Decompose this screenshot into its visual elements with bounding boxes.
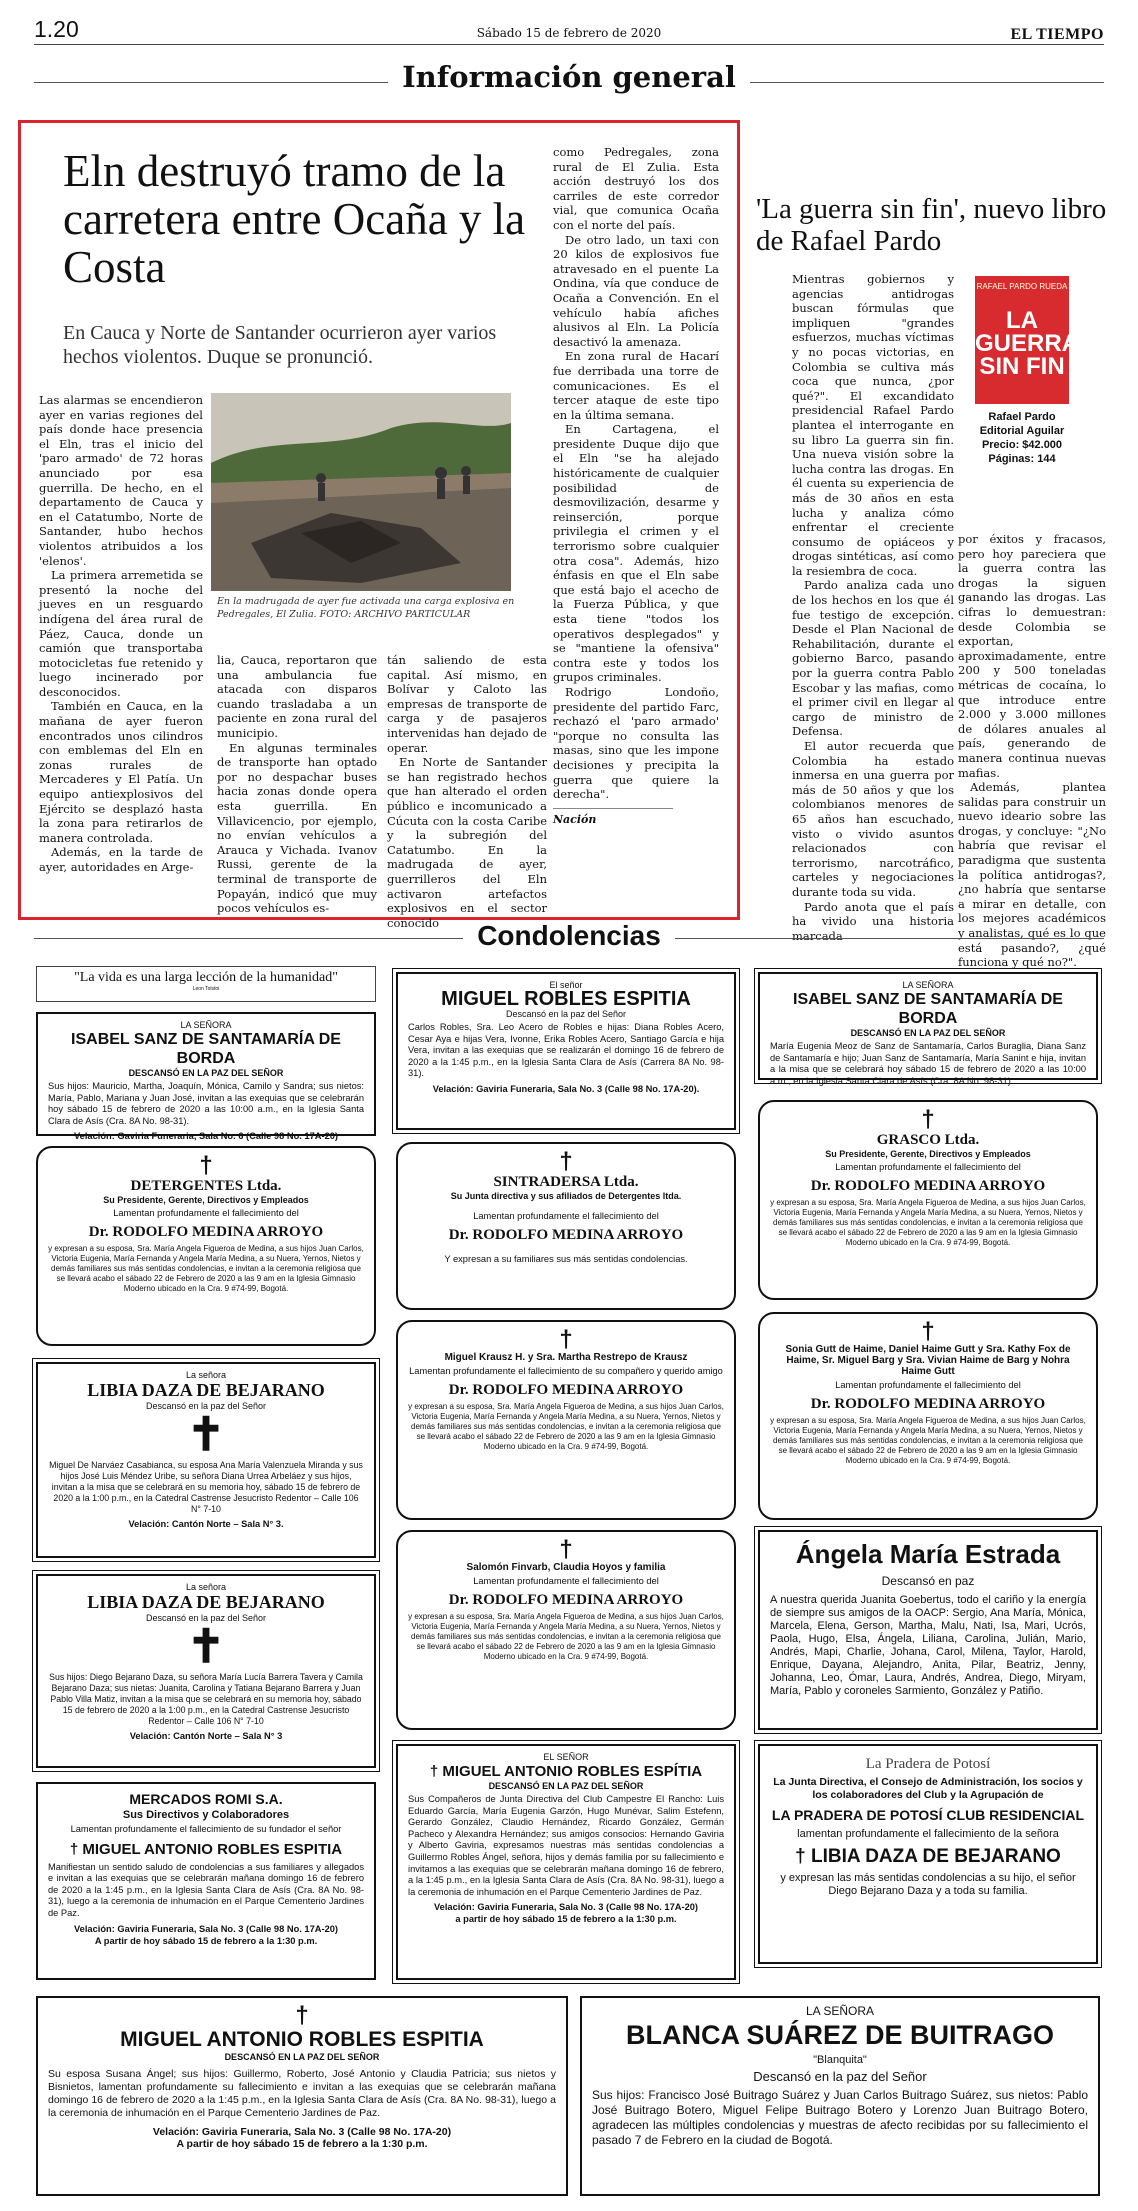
obituary-miguel-robles-1: El señor MIGUEL ROBLES ESPITIA Descansó en la paz del Señor Carlos Robles, Sra. Leo Acero de Robles e hijas: Diana Robles Acero, Cesar Aya e hijas Vera, Ivonne, Erika Robles Acero, Santiago García e hija Vera, invitan a las exequias que se realizarán el domingo 16 de febrero de 2020 a la 1:45 p.m., en la Iglesia Santa Clara de Asís (Carrera 8A No. 98-31). Velación: Gaviria Funeraria, Sala No. 3 (Calle 98 No. 17A-20). — [396, 972, 736, 1130]
obituary-haime: † Sonia Gutt de Haime, Daniel Haime Gutt y Sra. Kathy Fox de Haime, Sr. Miguel Barg y Sra. Vivian Haime de Barg y Nohra Haime Gutt Lamentan profundamente el fallecimiento del Dr. RODOLFO MEDINA ARROYO y expresan a su esposa, Sra. María Angela Figueroa de Medina, a sus hijos Juan Carlos, Victoria Eugenia, María Fernanda y Angela María Medina, a su Nuera, Yernos, Nietos y demás familiares sus más sentidas condolencias, e invitan a la ceremonia religiosa que se llevará acabo el sábado 22 de Febrero de 2020 a las 9 am en la Iglesia Gimnasio Moderno ubicado en la Cra. 9 #74-99, Bogotá. — [758, 1312, 1098, 1520]
cross-icon: † — [559, 1326, 573, 1353]
article-column-3: tán saliendo de esta capital. Así mismo, en Bolívar y Caloto las empresas de transporte de carga y de pasajeros intervenidas han dejado de operar. En Norte de Santander se han registrado hechos que han alterado el orden público e incomunicado a Cúcuta con la costa Caribe y la subregión del Catatumbo. En la madrugada de ayer, guerrilleros del Eln activaron artefactos explosivos en el sector conocido — [387, 653, 547, 930]
obituary-miguel-robles-family: † MIGUEL ANTONIO ROBLES ESPITIA DESCANSÓ EN LA PAZ DEL SEÑOR Su esposa Susana Ángel; sus hijos: Guillermo, Roberto, José Antonio y Claudia Patricia; sus nietos y Bisnietos, lamentan profundamente su fallecimiento e invitan a las exequias que se celebrarán mañana domingo 16 de febrero de 2020 a la 1:45 p.m., en la Iglesia Santa Clara de Asís (Cra. 8A No. 98-31), luego a la ceremonia de inhumación en el Parque Cementerio Jardines de Paz. Velación: Gaviria Funeraria, Sala No. 3 (Calle 98 No. 17A-20) A partir de hoy sábado 15 de febrero a la 1:30 p.m. — [36, 1996, 568, 2196]
cross-icon: † — [295, 2002, 309, 2029]
obituary-libia-daza-1: La señora LIBIA DAZA DE BEJARANO Descansó en la paz del Señor ✝ Miguel De Narváez Casabianca, su esposa Ana María Valenzuela Miranda y sus hijos José Luis Méndez Uribe, su señora Diana Urrea Arbeláez y sus hijos, invitan a la misa que se celebrará en su memoria hoy, sábado 15 de febrero de 2020 a la 1:00 p.m., en la Catedral Castrense Jesucristo Redentor – Calle 106 N° 7-10 Velación: Cantón Norte – Sala N° 3. — [36, 1362, 376, 1558]
highlighted-article — [18, 120, 740, 930]
obituary-angela-estrada: Ángela María Estrada Descansó en paz A nuestra querida Juanita Goebertus, todo el cariño y la energía de siempre sus amigos de la OACP: Sergio, Ana María, Mónica, Marcela, Elena, Gerson, Martha, Malu, Nati, Isa, Mari, Ucrós, Paola, Hugo, Elsa, Ángela, Liliana, Carolina, Julián, Mario, Andrés, Mapi, Charlie, Johana, Carol, Milena, Taylor, Harold, Enrique, Dayana, Alejandro, Anita, Pilar, Beatriz, Jenny, Johanna, Leo, Ómar, Laura, Andrés, Andrea, Diego, Miryam, María, Pablo y coroneles Sarmiento, González y Patiño. — [758, 1530, 1098, 1730]
obituary-blanca-suarez: LA SEÑORA BLANCA SUÁREZ DE BUITRAGO "Blanquita" Descansó en la paz del Señor Sus hijos: Francisco José Buitrago Suárez y Juan Carlos Buitrago Suárez, sus nietos: Pablo José Buitrago Botero, Miguel Felipe Buitrago Botero y Lorenzo Juan Buitrago Botero, agradecen las múltiples condolencias y muestras de afecto recibidas por su fallecimiento el pasado 7 de Febrero en la ciudad de Bogotá. — [580, 1996, 1100, 2196]
page-number: 1.20 — [34, 16, 79, 42]
cross-icon: ✝ — [186, 1408, 226, 1460]
cross-icon: † — [795, 1846, 806, 1867]
cross-icon: † — [559, 1148, 573, 1175]
obituary-sintradersa: † SINTRADERSA Ltda. Su Junta directiva y sus afiliados de Detergentes ltda. Lamentan profundamente el fallecimiento del Dr. RODOLFO MEDINA ARROYO Y expresan a su familiares sus más sentidas condolencias. — [396, 1142, 736, 1310]
cross-icon: † — [69, 1840, 79, 1858]
cross-icon: † — [199, 1152, 213, 1179]
side-headline: 'La guerra sin fin', nuevo libro de Rafael Pardo — [756, 193, 1107, 257]
condolencias-title: Condolencias — [0, 920, 1138, 952]
article-column-4: como Pedregales, zona rural de El Zulia. Esta acción destruyó los dos carriles de este corredor vial, que comunica Ocaña con el norte del país. De otro lado, un taxi con 20 kilos de explosivos fue atravesado en el puente La Ondina, vía que conduce de Ocaña a Convención. En el vehículo había afiches alusivos al Eln. La Policía desactivó la amenaza. En zona rural de Hacarí fue derribada una torre de comunicaciones. Es el tercer ataque de este tipo en la última semana. En Cartagena, el presidente Duque dijo que el Eln "se ha alejado históricamente de cualquier posibilidad de desmovilización, desarme y reinserción, porque privilegia el crimen y el terrorismo sobre cualquier otra cosa". Además, hizo énfasis en que el Eln sabe que está bajo el acecho de la Fuerza Pública, y que esta tiene "todos los operativos desplegados" y se "mantiene la ofensiva" contra este y todos los grupos criminales. Rodrigo Londoño, presidente del partido Farc, rechazó el 'paro armado' "porque no consulta las masas, sino que les impone decisiones y precipita la guerra que quiere la derecha". Nación — [553, 145, 719, 826]
article-signature: Nación — [553, 808, 673, 828]
article-headline: Eln destruyó tramo de la carretera entre Ocaña y la Costa — [63, 146, 526, 292]
obituary-mercados-romi: MERCADOS ROMI S.A. Sus Directivos y Colaboradores Lamentan profundamente el fallecimiento de su fundador el señor † MIGUEL ANTONIO ROBLES ESPITIA Manifiestan un sentido saludo de condolencias a sus familiares y allegados e invitan a las exequias que se celebrarán mañana domingo 16 de febrero de 2020 a la 1:45 p.m., en la Iglesia Santa Clara de Asís (Cra. 8A No. 98-31), luego a la ceremonia de inhumación en el Parque Cementerio Jardines de Paz. Velación: Gaviria Funeraria, Sala No. 3 (Calle 98 No. 17A-20) A partir de hoy sábado 15 de febrero a la 1:30 p.m. — [36, 1782, 376, 1980]
obituary-krausz: † Miguel Krausz H. y Sra. Martha Restrepo de Krausz Lamentan profundamente el fallecimiento de su compañero y querido amigo Dr. RODOLFO MEDINA ARROYO y expresan a su esposa, Sra. María Angela Figueroa de Medina, a sus hijos Juan Carlos, Victoria Eugenia, María Fernanda y Angela María Medina, a su Nuera, Yernos, Nietos y demás familiares sus más sentidas condolencias, e invitan a la ceremonia religiosa que se llevará acabo el sábado 22 de Febrero de 2020 a las 9 am en la Iglesia Gimnasio Moderno ubicado en la Cra. 9 #74-99, Bogotá. — [396, 1320, 736, 1520]
section-title: Información general — [0, 60, 1138, 94]
page-header — [34, 12, 1104, 45]
article-deck: En Cauca y Norte de Santander ocurrieron ayer varios hechos violentos. Duque se pronunció. — [63, 322, 497, 368]
issue-date: Sábado 15 de febrero de 2020 — [476, 26, 662, 40]
side-column-2: por éxitos y fracasos, pero hoy pareciera que la guerra contra las drogas la siguen ganando las drogas. Las cifras lo demuestran: desde Colombia se exportan, aproximadamente, entre 200 y 500 toneladas métricas de cocaína, lo que introduce entre 2.000 y 3.000 millones de dólares anuales al país, generando de manera continua nuevas mafias. Además, plantea salidas para construir un nuevo ideario sobre las drogas, y concluye: "¿No habría que revisar el paradigma que sustenta la política antidrogas?, ¿no habría que sentarse a mirar en detalle, con los mejores académicos y analistas, qué es lo que está pasando?, ¿qué funciona y qué no?". — [958, 532, 1106, 970]
photo-caption: En la madrugada de ayer fue activada una carga explosiva en Pedregales, El Zulia. FOTO: ARCHIVO PARTICULAR — [217, 596, 515, 620]
obituary-finvarb: † Salomón Finvarb, Claudia Hoyos y familia Lamentan profundamente el fallecimiento del Dr. RODOLFO MEDINA ARROYO y expresan a su esposa, Sra. María Angela Figueroa de Medina, a sus hijos Juan Carlos, Victoria Eugenia, María Fernanda y Angela María Medina, a su Nuera, Yernos, Nietos y demás familiares sus más sentidas condolencias, e invitan a la ceremonia religiosa que se llevará acabo el sábado 22 de Febrero de 2020 a las 9 am en la Iglesia Gimnasio Moderno ubicado en la Cra. 9 #74-99, Bogotá. — [396, 1530, 736, 1730]
cross-icon: † — [559, 1536, 573, 1563]
cross-icon: † — [429, 1763, 439, 1780]
obituary-grasco: † GRASCO Ltda. Su Presidente, Gerente, Directivos y Empleados Lamentan profundamente el fallecimiento del Dr. RODOLFO MEDINA ARROYO y expresan a su esposa, Sra. María Angela Figueroa de Medina, a sus hijos Juan Carlos, Victoria Eugenia, María Fernanda y Angela María Medina, a su Nuera, Yernos, Nietos y demás familiares sus más sentidas condolencias, e invitan a la ceremonia religiosa que se llevará acabo el sábado 22 de Febrero de 2020 a las 9 am en la Iglesia Gimnasio Moderno ubicado en la Cra. 9 #74-99, Bogotá. — [758, 1100, 1098, 1300]
club-logo: La Pradera de Potosí — [865, 1756, 991, 1772]
book-info: Rafael Pardo Editorial Aguilar Precio: $42.000 Páginas: 144 — [979, 411, 1065, 465]
obituary-miguel-robles-club: EL SEÑOR † MIGUEL ANTONIO ROBLES ESPÍTIA DESCANSÓ EN LA PAZ DEL SEÑOR Sus Compañeros de Junta Directiva del Club Campestre El Rancho: Luis Eduardo García, María Eugenia Garzón, Hugo Munévar, Salim Estefenn, Gerardo González, Claudio Hernández, Ricardo González, Germán Pacheco y Alexandra Hernández; sus amigos consocios: Hernando Gaviria y Alberto Gaviria, expresamos nuestras más sentidas condolencias a Guillermo Robles Ángel, señora, hijos y demás familia por su fallecimiento e invitamos a las exequias que se celebrarán mañana domingo 16 de febrero, a la 1:45 p.m., en la Iglesia Santa Clara de Asís (Cra. 8A No. 98-31), luego a la ceremonia de inhumación en el Parque Cementerio Jardines de Paz. Velación: Gaviria Funeraria, Sala No. 3 (Calle 98 No. 17A-20) a partir de hoy sábado 15 de febrero a la 1:30 p.m. — [396, 1744, 736, 1980]
article-column-2: lia, Cauca, reportaron que una ambulancia fue atacada con disparos cuando trasladaba a un paciente en zona rural del municipio. En algunas terminales de transporte han optado por no despachar buses hacia zonas donde opera esta guerrilla. En Villavicencio, por ejemplo, no envían vehículos a Arauca y Vichada. Ivanov Russi, gerente de la terminal de transporte de Popayán, indicó que muy pocos vehículos es- — [217, 653, 377, 916]
side-column-1: Mientras gobiernos y agencias antidrogas buscan fórmulas que impliquen "grandes esfuerzos, muchas víctimas y no pocas victorias, en Colombia se cultiva más coca que nunca, ¿por qué?". El excandidato presidencial Rafael Pardo plantea el interrogante en su libro La guerra sin fin. Una nueva visión sobre la lucha contra las drogas. En él cuenta su experiencia de más de 30 años en esta lucha y analiza cómo enfrentar el creciente consumo de opiáceos y drogas sintéticas, así como la resiembra de coca. Pardo analiza cada uno de los hechos en los que él fue testigo de excepción. Desde el Plan Nacional de Rehabilitación, durante el gobierno Barco, pasando por la guerra contra Pablo Escobar y las mafias, como el primer civil en llegar al cargo de ministro de Defensa. El autor recuerda que Colombia ha estado inmersa en una guerra por más de 50 años y que los colombianos menores de 65 años han escuchado, visto o vivido asuntos relacionados con terrorismo, narcotráfico, carteles y negociaciones durante toda su vida. Pardo anota que el país ha vivido una historia marcada — [792, 272, 954, 943]
cross-icon: † — [921, 1318, 935, 1345]
obituary-detergentes: † DETERGENTES Ltda. Su Presidente, Gerente, Directivos y Empleados Lamentan profundamente el fallecimiento del Dr. RODOLFO MEDINA ARROYO y expresan a su esposa, Sra. María Angela Figueroa de Medina, a sus hijos Juan Carlos, Victoria Eugenia, María Fernanda y Angela María Medina, a su Nuera, Yernos, Nietos y demás familiares sus más sentidas condolencias, e invitan a la ceremonia religiosa que se llevará acabo el sábado 22 de Febrero de 2020 a las 9 am en la Iglesia Gimnasio Moderno ubicado en la Cra. 9 #74-99, Bogotá. — [36, 1146, 376, 1346]
cross-icon: ✝ — [186, 1620, 226, 1672]
newspaper-logo: EL TIEMPO — [1010, 26, 1104, 43]
obituary-isabel-sanz-2: LA SEÑORA ISABEL SANZ DE SANTAMARÍA DE BORDA DESCANSÓ EN LA PAZ DEL SEÑOR María Eugenia Meoz de Sanz de Santamaría, Carlos Buraglia, Diana Sanz de Santamaría e hijo; Juan Sanz de Santamaría, María Sanint e hija, invitan a la misa que se celebrará hoy sábado 15 de febrero de 2020 a las 10:00 a.m., en la Iglesia Santa Clara de Asís (Cra. 8A No. 98-31). — [758, 972, 1098, 1080]
obituary-libia-daza-2: La señora LIBIA DAZA DE BEJARANO Descansó en la paz del Señor ✝ Sus hijos: Diego Bejarano Daza, su señora María Lucía Barrera Tavera y Camila Bejarano Daza; sus nietas: Juanita, Carolina y Tatiana Bejarano Barrera y Juan Pablo Villa Matiz, invitan a la misa que se celebrará en su memoria hoy, sábado 15 de febrero de 2020 a la 1:00 p.m., en la Catedral Castrense Jesucristo Redentor – Calle 106 N° 7-10 Velación: Cantón Norte – Sala N° 3 — [36, 1574, 376, 1768]
obituary-isabel-sanz-1: LA SEÑORA ISABEL SANZ DE SANTAMARÍA DE BORDA DESCANSÓ EN LA PAZ DEL SEÑOR Sus hijos: Mauricio, Martha, Joaquín, Mónica, Camilo y Sandra; sus nietos: María, Pablo, Mariana y Juan José, invitan a las exequias que se celebrarán hoy sábado 15 de febrero de 2020 a las 10:00 a.m., en la Iglesia Santa Clara de Asís (Cra. 8A No. 98-31). Velación: Gaviria Funeraria, Sala No. 6 (Calle 98 No. 17A-20) — [36, 1012, 376, 1136]
article-photo — [211, 393, 511, 591]
quote-box: "La vida es una larga lección de la humanidad" Leon Tolstoi — [36, 966, 376, 1002]
book-cover: RAFAEL PARDO RUEDA LA GUERRA SIN FIN — [975, 276, 1069, 404]
cross-icon: † — [921, 1106, 935, 1133]
article-column-1: Las alarmas se encendieron ayer en varias regiones del país donde hace presencia el Eln, tras el inicio del 'paro armado' de 72 horas anunciado por esa guerrilla. De hecho, en el departamento de Cauca y en el Catatumbo, Norte de Santander, hubo hechos violentos atribuidos a los 'elenos'. La primera arremetida se presentó la noche del jueves en un resguardo indígena del área rural de Páez, Cauca, donde un camión que transportaba motocicletas fue retenido y luego incinerado por desconocidos. También en Cauca, en la mañana de ayer fueron encontrados unos cilindros con emblemas del Eln en zonas rurales de Mercaderes y El Patía. Un equipo antiexplosivos del Ejército se desplazó hasta la zona para retirarlos de manera controlada. Además, en la tarde de ayer, autoridades en Arge- — [39, 393, 203, 874]
obituary-pradera-potosi: La Pradera de Potosí La Junta Directiva, el Consejo de Administración, los socios y los colaboradores del Club y la Agrupación de LA PRADERA DE POTOSÍ CLUB RESIDENCIAL lamentan profundamente el fallecimiento de la señora † LIBIA DAZA DE BEJARANO y expresan las más sentidas condolencias a su hijo, el señor Diego Bejarano Daza y a toda su familia. — [758, 1744, 1098, 1964]
